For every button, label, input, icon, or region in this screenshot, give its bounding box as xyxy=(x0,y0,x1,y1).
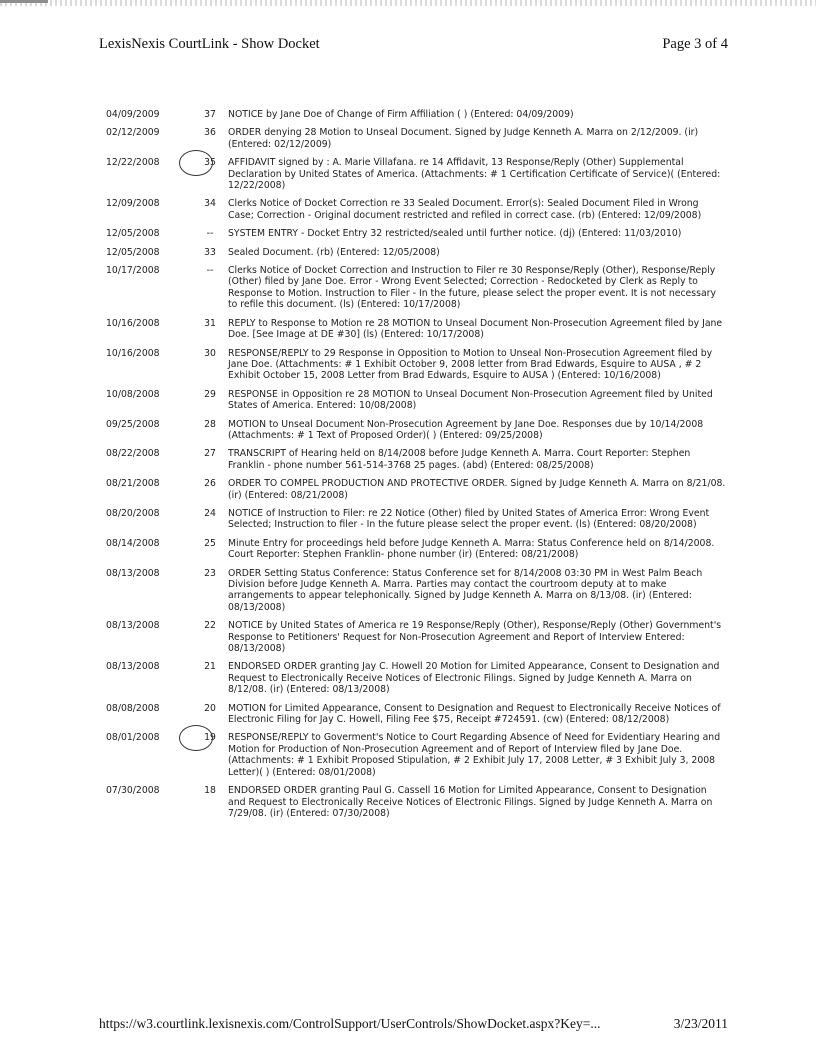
entry-date: 02/12/2009 xyxy=(106,127,160,139)
handwritten-circle xyxy=(179,150,213,176)
entry-date: 04/09/2009 xyxy=(106,109,160,120)
entry-date: 10/16/2008 xyxy=(106,317,160,329)
entry-text: RESPONSE/REPLY to 29 Response in Opposition to Motion to Unseal Non-Prosecution Agreement filed by Jane Doe. (Attachments: # 1 Exhibit October 9, 2008 letter from Brad Edwards, Esquire to AUSA , # 2 Exhibit October 15, 2008 Letter from Brad Edwards, Esquire to AUSA ) (Entered: 10/16/2008) xyxy=(228,347,713,382)
docket-entry xyxy=(106,389,726,412)
entry-text: RESPONSE in Opposition re 28 MOTION to Unseal Document Non-Prosecution Agreement filed by United States of America. Entered: 10/08/2008) xyxy=(228,388,713,412)
entry-date: 08/13/2008 xyxy=(106,661,160,673)
entry-number: 33 xyxy=(204,246,216,258)
entry-text: Clerks Notice of Docket Correction and Instruction to Filer re 30 Response/Reply (Other), Response/Reply (Other) filed by Jane Doe. Error - Wrong Event Selected; Correction - Redocketed by Clerk as Reply to Response to Motion. Instruction to Filer - In the future, please select the proper event. It is not necessary to refile this document. (ls) (Entered: 10/17/2008) xyxy=(228,265,716,311)
docket-entry xyxy=(106,109,726,120)
entry-text: RESPONSE/REPLY to Goverment's Notice to Court Regarding Absence of Need for Evidentiary Hearing and Motion for Production of Non-Prosecution Agreement and of Report of Interview filed by Jane Doe. (Attachments: # 1 Exhibit Proposed Stipulation, # 2 Exhibit July 17, 2008 Letter, # 3 Exhibit July 3, 2008 Letter)( ) (Entered: 08/01/2008) xyxy=(228,732,721,778)
entry-date: 10/17/2008 xyxy=(106,265,160,277)
entry-date: 08/01/2008 xyxy=(106,732,160,744)
entry-date: 09/25/2008 xyxy=(106,418,160,430)
docket-entry xyxy=(106,785,726,819)
docket-entry xyxy=(106,198,726,221)
entry-date: 12/22/2008 xyxy=(106,157,160,169)
entry-number: -- xyxy=(206,228,214,240)
entry-number: 35 xyxy=(204,157,216,169)
entry-date: 08/21/2008 xyxy=(106,478,160,490)
entry-number: 20 xyxy=(204,702,216,714)
entry-number: 27 xyxy=(204,448,216,460)
docket-entry xyxy=(106,568,726,614)
page-number: Page 3 of 4 xyxy=(662,36,728,52)
entry-date: 10/16/2008 xyxy=(106,347,160,359)
entry-number: 29 xyxy=(204,388,216,400)
entry-date: 08/13/2008 xyxy=(106,620,160,632)
docket-entry xyxy=(106,620,726,654)
footer-url: https://w3.courtlink.lexisnexis.com/ControlSupport/UserControls/ShowDocket.aspx?Key=... xyxy=(99,1016,601,1031)
docket-entry xyxy=(106,661,726,695)
entry-date: 08/20/2008 xyxy=(106,507,160,519)
entry-date: 08/13/2008 xyxy=(106,567,160,579)
docket-table xyxy=(106,109,726,826)
entry-number: 25 xyxy=(204,537,216,549)
entry-date: 10/08/2008 xyxy=(106,388,160,400)
entry-number: 28 xyxy=(204,418,216,430)
entry-number: 31 xyxy=(204,317,216,329)
entry-text: ENDORSED ORDER granting Jay C. Howell 20 Motion for Limited Appearance, Consent to Designation and Request to Electronically Receive Notices of Electronic Filings. Signed by Judge Kenneth A. Marra on 8/12/08. (ir) (Entered: 08/13/2008) xyxy=(228,661,720,696)
entry-number: 26 xyxy=(204,478,216,490)
entry-text: REPLY to Response to Motion re 28 MOTION to Unseal Document Non-Prosecution Agreement filed by Jane Doe. [See Image at DE #30] (ls) (Entered: 10/17/2008) xyxy=(228,317,723,341)
entry-text: ORDER denying 28 Motion to Unseal Document. Signed by Judge Kenneth A. Marra on 2/12/2009. (ir) (Entered: 02/12/2009) xyxy=(228,127,699,150)
docket-entry xyxy=(106,478,726,501)
entry-text: Minute Entry for proceedings held before Judge Kenneth A. Marra: Status Conference held on 8/14/2008. Court Reporter: Stephen Franklin- phone number (ir) (Entered: 08/21/2008) xyxy=(228,537,715,561)
docket-entry xyxy=(106,419,726,442)
entry-number: 36 xyxy=(204,127,216,139)
entry-date: 08/22/2008 xyxy=(106,448,160,460)
entry-number: 23 xyxy=(204,567,216,579)
docket-entry xyxy=(106,348,726,382)
entry-number: -- xyxy=(206,265,214,277)
entry-number: 22 xyxy=(204,620,216,632)
docket-entry xyxy=(106,247,726,258)
entry-date: 12/09/2008 xyxy=(106,198,160,210)
entry-text: Sealed Document. (rb) (Entered: 12/05/2008) xyxy=(228,246,440,258)
docket-entry xyxy=(106,732,726,778)
entry-date: 08/08/2008 xyxy=(106,702,160,714)
docket-entry xyxy=(106,228,726,239)
docket-entry xyxy=(106,538,726,561)
entry-number: 30 xyxy=(204,347,216,359)
entry-date: 12/05/2008 xyxy=(106,228,160,240)
entry-number: 19 xyxy=(204,732,216,744)
entry-text: Clerks Notice of Docket Correction re 33 Sealed Document. Error(s): Sealed Document Filed in Wrong Case; Correction - Original document restricted and refiled in correct case. (rb) (Entered: 12/09/2008) xyxy=(228,198,702,221)
entry-text: TRANSCRIPT of Hearing held on 8/14/2008 before Judge Kenneth A. Marra. Court Reporter: Stephen Franklin - phone number 561-514-3768 25 pages. (abd) (Entered: 08/25/2008) xyxy=(228,448,691,471)
entry-number: 34 xyxy=(204,198,216,210)
entry-text: SYSTEM ENTRY - Docket Entry 32 restricted/sealed until further notice. (dj) (Entered: 11/03/2010) xyxy=(228,228,682,240)
footer-date: 3/23/2011 xyxy=(673,1016,728,1031)
entry-number: 21 xyxy=(204,661,216,673)
docket-entry xyxy=(106,127,726,150)
docket-entry xyxy=(106,703,726,726)
docket-entry xyxy=(106,265,726,311)
entry-date: 07/30/2008 xyxy=(106,785,160,797)
handwritten-circle xyxy=(179,725,213,751)
entry-number: 18 xyxy=(204,785,216,797)
entry-text: NOTICE by Jane Doe of Change of Firm Affiliation ( ) (Entered: 04/09/2009) xyxy=(228,109,574,120)
entry-number: 24 xyxy=(204,507,216,519)
entry-text: MOTION to Unseal Document Non-Prosecution Agreement by Jane Doe. Responses due by 10/14/2008 (Attachments: # 1 Text of Proposed Order)( ) (Entered: 09/25/2008) xyxy=(228,418,704,441)
docket-entry xyxy=(106,448,726,471)
entry-date: 12/05/2008 xyxy=(106,246,160,258)
scan-artifact xyxy=(0,0,816,6)
entry-text: ORDER TO COMPEL PRODUCTION AND PROTECTIVE ORDER. Signed by Judge Kenneth A. Marra on 8/21/08. (ir) (Entered: 08/21/2008) xyxy=(228,478,726,501)
entry-text: ENDORSED ORDER granting Paul G. Cassell 16 Motion for Limited Appearance, Consent to Designation and Request to Electronically Receive Notices of Electronic Filings. Signed by Judge Kenneth A. Marra on 7/29/08. (ir) (Entered: 07/30/2008) xyxy=(228,785,713,819)
entry-date: 08/14/2008 xyxy=(106,537,160,549)
docket-entry xyxy=(106,157,726,191)
page-header-title: LexisNexis CourtLink - Show Docket xyxy=(99,36,320,52)
entry-text: NOTICE of Instruction to Filer: re 22 Notice (Other) filed by United States of America Error: Wrong Event Selected; Instruction to filer - In the future please select the proper event. (ls) (Entered: 08/20/2008) xyxy=(228,507,710,531)
docket-entry xyxy=(106,318,726,341)
entry-text: AFFIDAVIT signed by : A. Marie Villafana. re 14 Affidavit, 13 Response/Reply (Other) Supplemental Declaration by United States of America. (Attachments: # 1 Certification Certificate of Service)( (Entered: 12/22/2008) xyxy=(228,157,721,192)
docket-entry xyxy=(106,508,726,531)
entry-text: NOTICE by United States of America re 19 Response/Reply (Other), Response/Reply (Other) Government's Response to Petitioners' Request for Non-Prosecution Agreement and Report of Interview Entered: 08/13/2008) xyxy=(228,620,722,655)
entry-text: MOTION for Limited Appearance, Consent to Designation and Request to Electronically Receive Notices of Electronic Filing for Jay C. Howell, Filing Fee $75, Receipt #724591. (cw) (Entered: 08/12/2008) xyxy=(228,702,721,726)
entry-number: 37 xyxy=(204,109,216,120)
entry-text: ORDER Setting Status Conference: Status Conference set for 8/14/2008 03:30 PM in West Palm Beach Division before Judge Kenneth A. Marra. Parties may contact the courtroom deputy at to make arrangements to appear telephonically. Signed by Judge Kenneth A. Marra on 8/13/08. (ir) (Entered: 08/13/2008) xyxy=(228,567,703,613)
